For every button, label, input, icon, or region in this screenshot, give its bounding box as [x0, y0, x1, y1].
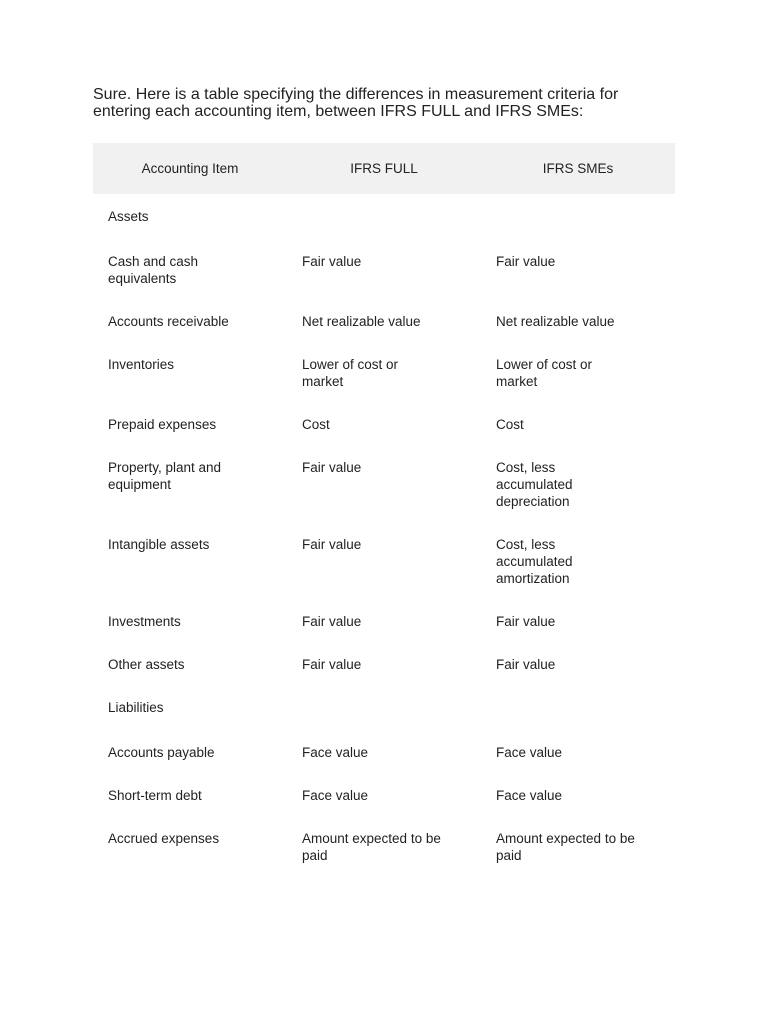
cell-item: Accounts receivable	[108, 314, 229, 329]
cell-smes: Cost, less accumulated amortization	[496, 537, 573, 586]
cell-smes: Cost	[496, 417, 524, 432]
cell-smes: Cost, less accumulated depreciation	[496, 460, 573, 509]
cell-item: Intangible assets	[108, 537, 210, 552]
cell-full: Face value	[302, 788, 369, 803]
cell-item: Assets	[108, 209, 149, 224]
cell-item: Prepaid expenses	[108, 417, 217, 432]
cell-smes: Face value	[496, 788, 563, 803]
table-row	[93, 194, 675, 239]
table-row	[93, 599, 675, 642]
header-accounting-item: Accounting Item	[141, 161, 239, 176]
table-row	[93, 342, 675, 402]
cell-full: Net realizable value	[302, 314, 421, 329]
cell-item: Accounts payable	[108, 745, 215, 760]
cell-full: Fair value	[302, 460, 362, 475]
header-ifrs-full: IFRS FULL	[350, 161, 418, 176]
cell-item: Property, plant and equipment	[108, 460, 222, 492]
table-row	[93, 685, 675, 730]
cell-item: Liabilities	[108, 700, 164, 715]
table-row	[93, 816, 675, 876]
cell-smes: Fair value	[496, 614, 556, 629]
table-row	[93, 522, 675, 599]
cell-full: Amount expected to be paid	[302, 831, 441, 863]
cell-smes: Lower of cost or market	[496, 357, 593, 389]
cell-smes: Face value	[496, 745, 563, 760]
cell-item: Cash and cash equivalents	[108, 254, 199, 286]
cell-full: Cost	[302, 417, 330, 432]
cell-full: Face value	[302, 745, 369, 760]
table-row	[93, 299, 675, 342]
table-row	[93, 730, 675, 773]
cell-item: Investments	[108, 614, 181, 629]
table-row	[93, 773, 675, 816]
table-row	[93, 642, 675, 685]
header-ifrs-smes: IFRS SMEs	[542, 161, 614, 176]
cell-item: Accrued expenses	[108, 831, 220, 846]
cell-smes: Amount expected to be paid	[496, 831, 635, 863]
table-row	[93, 445, 675, 522]
cell-full: Lower of cost or market	[302, 357, 399, 389]
table-header-row	[93, 143, 675, 194]
cell-item: Other assets	[108, 657, 185, 672]
table-row	[93, 402, 675, 445]
measurement-criteria-table	[93, 143, 675, 876]
cell-smes	[481, 194, 675, 239]
cell-full: Fair value	[302, 614, 362, 629]
intro-paragraph: Sure. Here is a table specifying the differences in measurement criteria for entering each accounting item, between IFRS FULL and IFRS SMEs:	[93, 86, 619, 120]
cell-full: Fair value	[302, 254, 362, 269]
table-row	[93, 239, 675, 299]
cell-item: Short-term debt	[108, 788, 202, 803]
cell-item: Inventories	[108, 357, 175, 372]
cell-full	[287, 685, 481, 730]
cell-full: Fair value	[302, 537, 362, 552]
cell-smes: Fair value	[496, 657, 556, 672]
cell-full: Fair value	[302, 657, 362, 672]
cell-smes: Fair value	[496, 254, 556, 269]
cell-full	[287, 194, 481, 239]
cell-smes	[481, 685, 675, 730]
cell-smes: Net realizable value	[496, 314, 615, 329]
